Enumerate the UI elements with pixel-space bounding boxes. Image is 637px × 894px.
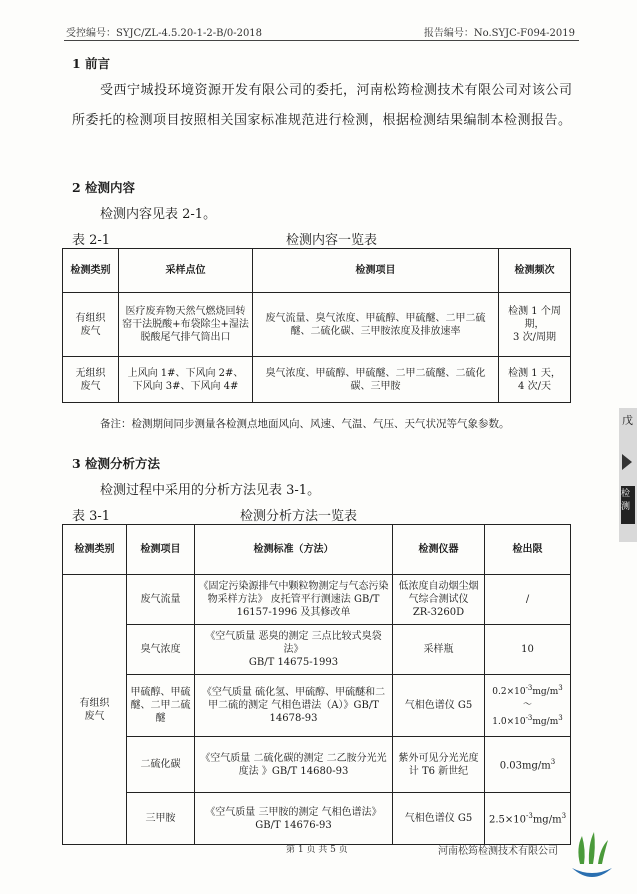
footer-company: 河南松筠检测技术有限公司	[438, 846, 558, 857]
limit-unit: mg/m	[532, 814, 562, 826]
table-cell-limit-range	[485, 675, 571, 737]
table-cell: 10	[485, 625, 571, 675]
table21-number: 表 2-1	[72, 233, 111, 248]
limit-sup: 3	[550, 758, 556, 767]
table-cell: 气相色谱仪 G5	[393, 793, 485, 845]
table-cell: 《空气质量 硫化氢、甲硫醇、甲硫醚和二甲二硫的测定 气相色谱法（A）》GB/T 14678-93	[195, 675, 393, 737]
section3-title: 3 检测分析方法	[72, 456, 161, 471]
table-row	[63, 293, 571, 357]
report-number: 报告编号：No.SYJC-F094-2019	[423, 28, 575, 39]
limit-b: 1.0×10	[492, 717, 526, 727]
table-cell: 甲硫醇、甲硫醚、二甲二硫醚	[127, 675, 195, 737]
table21-title: 检测内容一览表	[286, 233, 378, 248]
table-cell: 臭气浓度	[127, 625, 195, 675]
edge-tab-label: 检测	[621, 486, 635, 524]
table-cell: 废气流量、臭气浓度、甲硫醇、甲硫醚、二甲二硫醚、二硫化碳、三甲胺浓度及排放速率	[253, 293, 499, 357]
table-cell: 上风向 1#、下风向 2#、 下风向 3#、下风向 4#	[119, 357, 253, 403]
t21-header-frequency: 检测频次	[499, 249, 571, 293]
table-cell: 检测 1 个周期， 3 次/周期	[499, 293, 571, 357]
edge-tab-text: 戊	[622, 414, 633, 427]
table-cell: 《空气质量 二硫化碳的测定 二乙胺分光光度法 》GB/T 14680-93	[195, 737, 393, 793]
table-3-1	[62, 524, 571, 845]
limit-a-unit: mg/m	[532, 687, 559, 697]
t31-header-standard: 检测标准（方法）	[195, 525, 393, 575]
limit-value: 2.5×10	[488, 814, 526, 826]
limit-sep: ～	[522, 700, 532, 710]
table-cell: 《空气质量 三甲胺的测定 气相色谱法》GB/T 14676-93	[195, 793, 393, 845]
binding-edge-tab	[619, 408, 637, 542]
limit-b-sup: 3	[558, 714, 563, 722]
limit-a: 0.2×10	[492, 687, 526, 697]
limit-b-exp: -3	[525, 714, 533, 722]
limit-exp: -3	[525, 812, 533, 821]
header-divider	[64, 40, 579, 41]
limit-sup: 3	[561, 812, 567, 821]
section3-intro: 检测过程中采用的分析方法见表 3-1。	[100, 483, 321, 498]
table-cell: 《固定污染源排气中颗粒物测定与气态污染物采样方法》 皮托管平行测速法 GB/T 16157-1996 及其修改单	[195, 575, 393, 625]
control-number: 受控编号：SYJC/ZL-4.5.20-1-2-B/0-2018	[66, 28, 263, 39]
table-row	[63, 625, 571, 675]
page-number: 第 1 页 共 5 页	[286, 845, 348, 855]
section1-title: 1 前言	[72, 56, 111, 71]
section2-intro: 检测内容见表 2-1。	[100, 207, 217, 222]
table-2-1	[62, 248, 571, 403]
limit-b-unit: mg/m	[532, 717, 559, 727]
t31-header-item: 检测项目	[127, 525, 195, 575]
table-cell-category: 有组织 废气	[63, 575, 127, 845]
table-row	[63, 675, 571, 737]
t31-header-limit: 检出限	[485, 525, 571, 575]
t21-header-point: 采样点位	[119, 249, 253, 293]
table-cell	[485, 737, 571, 793]
table-cell: 检测 1 天， 4 次/天	[499, 357, 571, 403]
triangle-icon	[622, 454, 632, 470]
table-cell: 臭气浓度、甲硫醇、甲硫醚、二甲二硫醚、二硫化碳、三甲胺	[253, 357, 499, 403]
table-cell: 气相色谱仪 G5	[393, 675, 485, 737]
t31-header-instrument: 检测仪器	[393, 525, 485, 575]
table-cell: 医疗废弃物天然气燃烧回转窑干法脱酸+布袋除尘+湿法脱酸尾气排气筒出口	[119, 293, 253, 357]
table-cell: 三甲胺	[127, 793, 195, 845]
table31-title: 检测分析方法一览表	[240, 509, 358, 524]
table21-note: 备注：检测期间同步测量各检测点地面风向、风速、气温、气压、天气状况等气象参数。	[100, 418, 510, 430]
t21-header-item: 检测项目	[253, 249, 499, 293]
limit-a-exp: -3	[525, 684, 533, 692]
table-cell: 紫外可见分光光度计 T6 新世纪	[393, 737, 485, 793]
table-cell: 《空气质量 恶臭的测定 三点比较式臭袋法》 GB/T 14675-1993	[195, 625, 393, 675]
table-cell: 有组织 废气	[63, 293, 119, 357]
company-logo-icon	[566, 828, 618, 880]
table-cell: 采样瓶	[393, 625, 485, 675]
section2-title: 2 检测内容	[72, 180, 136, 195]
table31-number: 表 3-1	[72, 509, 111, 524]
table-row	[63, 357, 571, 403]
table-cell	[485, 793, 571, 845]
section1-paragraph: 受西宁城投环境资源开发有限公司的委托，河南松筠检测技术有限公司对该公司所委托的检测项目按照相关国家标准规范进行检测，根据检测结果编制本检测报告。	[72, 83, 573, 128]
table-cell: 低浓度自动烟尘烟气综合测试仪 ZR-3260D	[393, 575, 485, 625]
table-cell: 二硫化碳	[127, 737, 195, 793]
limit-a-sup: 3	[558, 684, 563, 692]
table-row	[63, 737, 571, 793]
table-row	[63, 575, 571, 625]
table-cell: 废气流量	[127, 575, 195, 625]
table-row	[63, 793, 571, 845]
table-cell: /	[485, 575, 571, 625]
limit-value: 0.03mg/m	[499, 760, 551, 772]
table-cell: 无组织 废气	[63, 357, 119, 403]
t21-header-category: 检测类别	[63, 249, 119, 293]
t31-header-category: 检测类别	[63, 525, 127, 575]
